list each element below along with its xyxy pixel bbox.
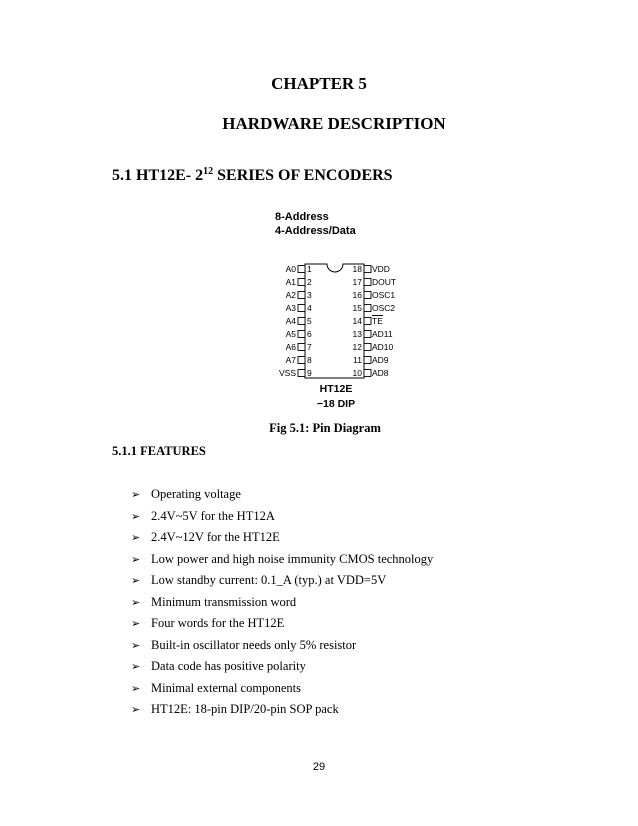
pin-number-right: 15 <box>352 303 362 313</box>
chip-package: −18 DIP <box>316 398 356 410</box>
feature-item <box>131 506 433 528</box>
feature-text: Built-in oscillator needs only 5% resistor <box>151 637 357 652</box>
pin-square-left <box>298 305 305 312</box>
feature-text: Minimal external components <box>151 680 301 695</box>
feature-text: 2.4V~5V for the HT12A <box>151 508 275 523</box>
pin-square-right <box>364 279 371 286</box>
pin-label-right: DOUT <box>372 277 397 287</box>
arrow-bullet-icon: ➢ <box>131 617 141 630</box>
pin-number-right: 16 <box>352 290 362 300</box>
pin-label-left: A3 <box>285 303 296 313</box>
pin-number-left: 6 <box>307 329 312 339</box>
feature-item <box>131 613 433 635</box>
pin-label-left: A7 <box>285 355 296 365</box>
pin-label-left: A6 <box>285 342 296 352</box>
pin-number-left: 7 <box>307 342 312 352</box>
pin-label-right: $\overline{TE}$ <box>372 316 383 326</box>
pin-square-left <box>298 370 305 377</box>
pin-number-left: 1 <box>307 264 312 274</box>
feature-item <box>131 570 433 592</box>
page-number: 29 <box>312 761 326 773</box>
feature-text: Minimum transmission word <box>151 594 297 609</box>
pin-square-right <box>364 331 371 338</box>
arrow-bullet-icon: ➢ <box>131 488 141 501</box>
pin-number-right: 13 <box>352 329 362 339</box>
arrow-bullet-icon: ➢ <box>131 681 141 695</box>
feature-text: Operating voltage <box>151 487 241 501</box>
chip-header-line2: 4-Address/Data <box>275 225 356 237</box>
page-title: HARDWARE DESCRIPTION <box>222 114 446 133</box>
pin-number-right: 17 <box>352 277 362 287</box>
feature-text: 2.4V~12V for the HT12E <box>151 530 280 544</box>
pin-label-right: AD11 <box>372 329 393 339</box>
pin-square-right <box>364 292 371 299</box>
figure-caption: Fig 5.1: Pin Diagram <box>269 421 381 435</box>
arrow-bullet-icon: ➢ <box>131 660 141 673</box>
feature-item <box>131 592 433 614</box>
chapter-heading: CHAPTER 5 <box>271 74 367 93</box>
feature-item <box>131 656 433 678</box>
pin-label-left: A1 <box>285 277 296 287</box>
chip-header-line1: 8-Address <box>275 211 329 223</box>
features-heading: 5.1.1 FEATURES <box>112 444 206 458</box>
feature-text: Four words for the HT12E <box>151 616 285 630</box>
arrow-bullet-icon: ➢ <box>131 531 141 544</box>
pin-square-right <box>364 357 371 364</box>
pin-number-left: 3 <box>307 290 312 300</box>
pin-number-right: 10 <box>352 368 362 378</box>
pin-square-left <box>298 266 305 273</box>
pin-number-right: 14 <box>352 316 362 326</box>
pin-square-left <box>298 279 305 286</box>
section-heading <box>112 166 393 185</box>
pin-label-right: OSC1 <box>372 290 396 300</box>
feature-item <box>131 678 433 700</box>
pin-label-right: OSC2 <box>372 303 396 313</box>
pin-label-left: A0 <box>285 264 296 274</box>
feature-text: HT12E: 18-pin DIP/20-pin SOP pack <box>151 702 339 716</box>
pin-number-right: 18 <box>352 264 362 274</box>
arrow-bullet-icon: ➢ <box>131 509 141 523</box>
feature-item <box>131 484 433 506</box>
section-prefix: 5.1 HT12E- 2 <box>112 167 204 184</box>
pin-number-right: 12 <box>352 342 362 352</box>
pin-square-left <box>298 331 305 338</box>
pin-label-right: AD9 <box>372 355 389 365</box>
arrow-bullet-icon: ➢ <box>131 574 141 587</box>
feature-item <box>131 549 433 571</box>
pin-label-left: VSS <box>278 368 296 378</box>
pin-square-left <box>298 344 305 351</box>
pin-square-right <box>364 305 371 312</box>
pin-number-left: 8 <box>307 355 312 365</box>
pin-label-right: AD8 <box>372 368 389 378</box>
pin-label-right: VDD <box>372 264 390 274</box>
feature-text: Low power and high noise immunity CMOS technology <box>151 551 434 566</box>
pin-square-left <box>298 318 305 325</box>
arrow-bullet-icon: ➢ <box>131 595 141 609</box>
pin-square-right <box>364 344 371 351</box>
arrow-bullet-icon: ➢ <box>131 552 141 566</box>
feature-item <box>131 699 433 721</box>
pin-number-left: 5 <box>307 316 312 326</box>
feature-item <box>131 527 433 549</box>
pin-square-right <box>364 370 371 377</box>
section-superscript: 12 <box>203 166 214 177</box>
section-suffix: SERIES OF ENCODERS <box>213 167 393 184</box>
features-list <box>131 484 433 721</box>
pin-square-left <box>298 292 305 299</box>
feature-item <box>131 635 433 657</box>
pin-square-left <box>298 357 305 364</box>
pin-square-right <box>364 266 371 273</box>
pin-label-right: AD10 <box>372 342 394 352</box>
pin-label-left: A4 <box>285 316 296 326</box>
feature-text: Low standby current: 0.1_A (typ.) at VDD=5V <box>151 573 387 587</box>
pin-square-right <box>364 318 371 325</box>
pin-number-left: 4 <box>307 303 312 313</box>
feature-text: Data code has positive polarity <box>151 659 306 673</box>
pin-label-left: A2 <box>285 290 296 300</box>
arrow-bullet-icon: ➢ <box>131 703 141 716</box>
chip-name: HT12E <box>319 383 353 395</box>
pin-label-left: A5 <box>285 329 296 339</box>
pin-number-left: 2 <box>307 277 312 287</box>
pin-number-left: 9 <box>307 368 312 378</box>
pin-number-right: 11 <box>353 355 362 365</box>
arrow-bullet-icon: ➢ <box>131 638 141 652</box>
pin-diagram <box>271 257 401 410</box>
